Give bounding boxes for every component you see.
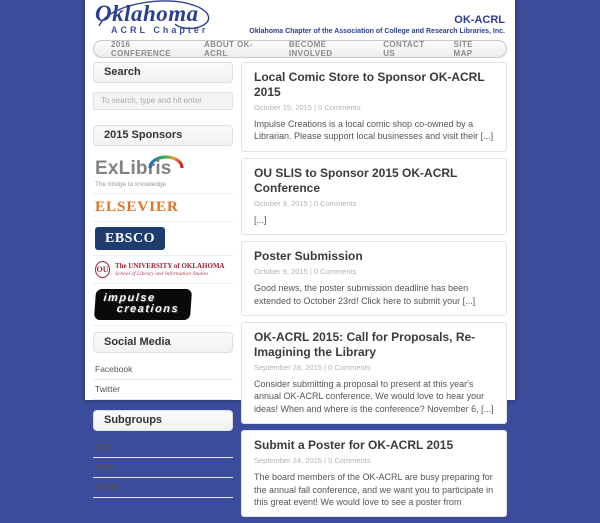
elsevier-logo: ELSEVIER: [95, 198, 179, 215]
post-title[interactable]: Poster Submission: [254, 249, 363, 264]
search-heading: Search: [93, 62, 233, 83]
subgroup-link-pasig[interactable]: PASIG: [93, 478, 233, 498]
social-link-twitter[interactable]: Twitter: [93, 380, 233, 400]
sponsor-university-of-oklahoma[interactable]: [93, 256, 233, 284]
post-title[interactable]: OU SLIS to Sponsor 2015 OK-ACRL Conference: [254, 165, 458, 195]
post-title[interactable]: Submit a Poster for OK-ACRL 2015: [254, 438, 454, 453]
logo-swoosh-icon: [93, 0, 219, 30]
main-nav: [93, 40, 507, 58]
sponsor-ebsco[interactable]: [93, 222, 233, 256]
search-input[interactable]: [93, 92, 233, 110]
ou-name: The UNIVERSITY of OKLAHOMA: [115, 261, 225, 270]
social-media-widget: [93, 332, 233, 400]
post-excerpt: Consider submitting a proposal to present at this year's annual OK-ACRL conference. We would love to hear your ideas! When and where is the conference? November 6, [...]: [254, 379, 494, 414]
subgroup-link-coil[interactable]: COIL: [93, 438, 233, 458]
post-excerpt: Good news, the poster submission deadline has been extended to October 23rd! Click here to submit your [...]: [254, 283, 476, 306]
ou-tagline: School of Library and Information Studies: [115, 270, 209, 277]
sponsor-exlibris[interactable]: [93, 153, 233, 194]
post-meta: September 28, 2015 | 0 Comments: [254, 363, 371, 373]
search-widget: [93, 62, 233, 119]
post-title[interactable]: Local Comic Store to Sponsor OK-ACRL 2015: [254, 70, 485, 99]
nav-item-about-ok-acrl[interactable]: ABOUT OK-ACRL: [203, 40, 253, 58]
post-card: [241, 241, 507, 316]
site-header: [93, 0, 507, 38]
nav-item-2016-conference[interactable]: 2016 CONFERENCE: [111, 40, 172, 58]
post-meta: October 9, 2015 | 0 Comments: [254, 198, 357, 208]
nav-item-contact-us[interactable]: CONTACT US: [383, 40, 425, 58]
post-meta: September 24, 2015 | 0 Comments: [254, 456, 371, 466]
nav-item-site-map[interactable]: SITE MAP: [453, 40, 473, 58]
ebsco-logo: EBSCO: [105, 230, 155, 246]
sidebar: [93, 62, 233, 523]
nav-item-become-involved[interactable]: BECOME INVOLVED: [288, 40, 333, 58]
ebsco-logo-box: [95, 227, 165, 250]
social-media-heading: Social Media: [93, 332, 233, 353]
sponsors-heading: 2015 Sponsors: [93, 125, 233, 146]
subgroup-link-dsig[interactable]: DSIG: [93, 458, 233, 478]
sponsor-elsevier[interactable]: [93, 194, 233, 222]
impulse-creations-line2: creations: [116, 302, 180, 315]
subgroups-heading: Subgroups: [93, 410, 233, 431]
impulse-creations-logo-box: [94, 289, 193, 320]
impulse-creations-line1: impulse: [103, 291, 156, 304]
social-link-facebook[interactable]: Facebook: [93, 360, 233, 380]
content-area: [93, 62, 507, 523]
sponsors-widget: [93, 125, 233, 326]
post-card: [241, 322, 507, 424]
post-excerpt: [...]: [254, 214, 267, 225]
post-card: [241, 62, 507, 152]
logo-title: Oklahoma: [95, 1, 199, 26]
post-meta: October 15, 2015 | 0 Comments: [254, 103, 361, 112]
post-list: [241, 62, 507, 523]
post-excerpt: The board members of the OK-ACRL are busy preparing for the annual fall conference, and we want you to participate in this great event! We would love to see a poster from: [254, 472, 494, 508]
exlibris-tagline: The bridge to knowledge: [95, 180, 167, 188]
site-title-block: [249, 14, 505, 36]
subgroups-widget: [93, 410, 233, 498]
post-card: [241, 158, 507, 235]
site-logo[interactable]: [95, 2, 225, 36]
post-excerpt: Impulse Creations is a local comic shop co-owned by a Librarian. Please support local businesses and visit their [...]: [254, 119, 494, 142]
exlibris-logo: ExLibris: [95, 157, 172, 179]
post-meta: October 9, 2015 | 0 Comments: [254, 267, 357, 277]
post-card: [241, 430, 507, 517]
exlibris-arc-icon: [147, 155, 185, 169]
site-title: OK-ACRL: [454, 14, 505, 26]
site-wrapper: [85, 0, 515, 508]
sponsor-impulse-creations[interactable]: [93, 284, 233, 326]
site-tagline: Oklahoma Chapter of the Association of College and Research Libraries, Inc.: [249, 28, 505, 35]
logo-subtitle: ACRL Chapter: [111, 25, 209, 35]
ou-monogram-icon: OU: [95, 261, 110, 278]
post-title[interactable]: OK-ACRL 2015: Call for Proposals, Re-Imagining the Library: [254, 330, 476, 360]
